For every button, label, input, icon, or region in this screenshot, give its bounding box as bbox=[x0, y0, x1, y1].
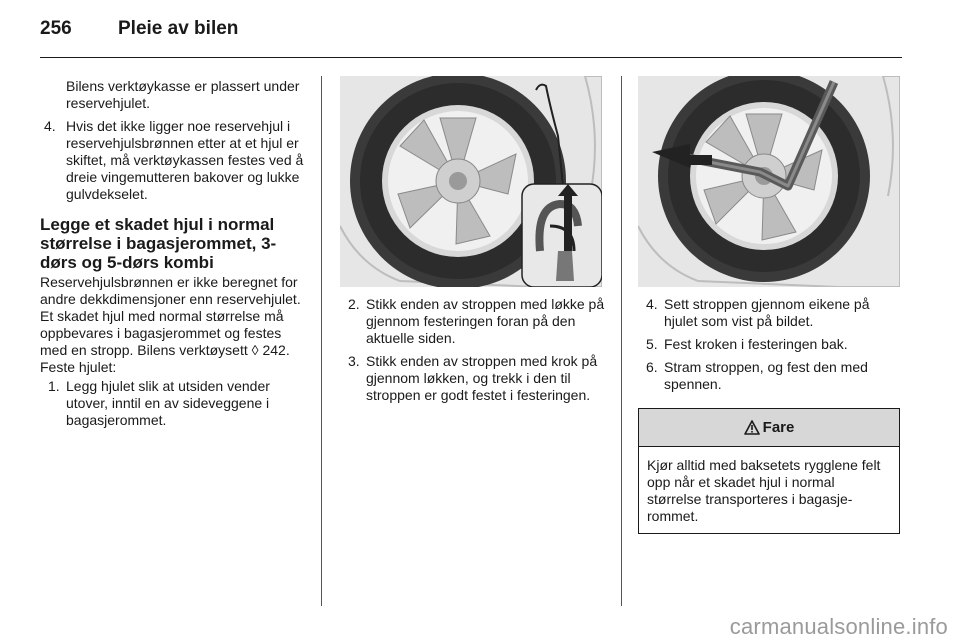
step-text: Stikk enden av stroppen med løkke på gjennom festeringen foran på den aktuelle siden. bbox=[366, 296, 605, 346]
step-number: 5. bbox=[646, 336, 658, 352]
page-ref-link[interactable]: 242 bbox=[262, 342, 286, 358]
section-paragraph bbox=[40, 274, 306, 376]
step-number: 4. bbox=[646, 296, 658, 312]
step-item bbox=[340, 296, 605, 347]
step-item bbox=[638, 336, 902, 353]
spare-wheel-strap-illustration bbox=[638, 76, 900, 287]
step-text: Sett stroppen gjennom eikene på hjulet som vist på bildet. bbox=[664, 296, 870, 329]
page-ref-arrow-icon: ◊ bbox=[251, 342, 259, 358]
watermark: carmanualsonline.info bbox=[729, 614, 948, 639]
step-text: Stikk enden av stroppen med krok på gjennom løkken, og trekk i den til stroppen er godt festet i festeringen. bbox=[366, 353, 598, 403]
warning-title: Fare bbox=[762, 419, 795, 436]
wheel-figure-strap-loop bbox=[340, 76, 602, 287]
step-item bbox=[638, 296, 902, 330]
step-item bbox=[340, 353, 605, 404]
step-text: Fest kroken i festeringen bak. bbox=[664, 336, 848, 352]
page-title: Pleie av bilen bbox=[118, 18, 239, 39]
step-text: Hvis det ikke ligger noe reservehjul i reservehjulsbrønnen etter at et hjul er skiftet, må verktøykassen festes ved å dreie vingemutteren bakover og lukke gulvdekselet. bbox=[66, 118, 304, 202]
wheel-figure-strap-spokes bbox=[638, 76, 900, 287]
column-right bbox=[638, 296, 902, 399]
step-number: 6. bbox=[646, 359, 658, 375]
column-left bbox=[40, 78, 306, 435]
paragraph-text: Reservehjulsbrønnen er ikke beregnet for andre dekkdimensjoner enn reservehjulet. Et skadet hjul med normal størrelse må oppbevares i bagasjerommet og festes med en stropp. Bilens verktøysett bbox=[40, 274, 301, 358]
column-divider bbox=[621, 76, 622, 606]
paragraph-tail: . Feste hjulet: bbox=[40, 342, 290, 375]
step-number: 1. bbox=[48, 378, 60, 394]
warning-box bbox=[638, 408, 900, 534]
column-middle bbox=[340, 296, 605, 410]
page-number: 256 bbox=[40, 18, 72, 39]
page-header bbox=[40, 18, 902, 58]
continuation-text: Bilens verktøykasse er plassert under reservehjulet. bbox=[66, 78, 300, 111]
step-number: 3. bbox=[348, 353, 360, 369]
warning-text: Kjør alltid med baksetets rygglene felt opp når et skadet hjul i normal størrelse transporteres i bagasjerommet. bbox=[647, 457, 881, 524]
header-rule bbox=[40, 57, 902, 58]
column-divider bbox=[321, 76, 322, 606]
spare-wheel-illustration bbox=[340, 76, 602, 287]
warning-header bbox=[639, 409, 899, 447]
step-text: Stram stroppen, og fest den med spennen. bbox=[664, 359, 868, 392]
step-text: Legg hjulet slik at utsiden vender utover, inntil en av sideveggene i bagasjerommet. bbox=[66, 378, 270, 428]
step-item bbox=[40, 378, 306, 429]
warning-triangle-icon bbox=[744, 420, 760, 435]
step-item bbox=[638, 359, 902, 393]
step-number: 4. bbox=[44, 118, 56, 134]
step-number: 2. bbox=[348, 296, 360, 312]
section-heading: Legge et skadet hjul i normal størrelse i bagasjerommet, 3-dørs og 5-dørs kombi bbox=[40, 215, 277, 272]
step-item bbox=[40, 118, 306, 203]
